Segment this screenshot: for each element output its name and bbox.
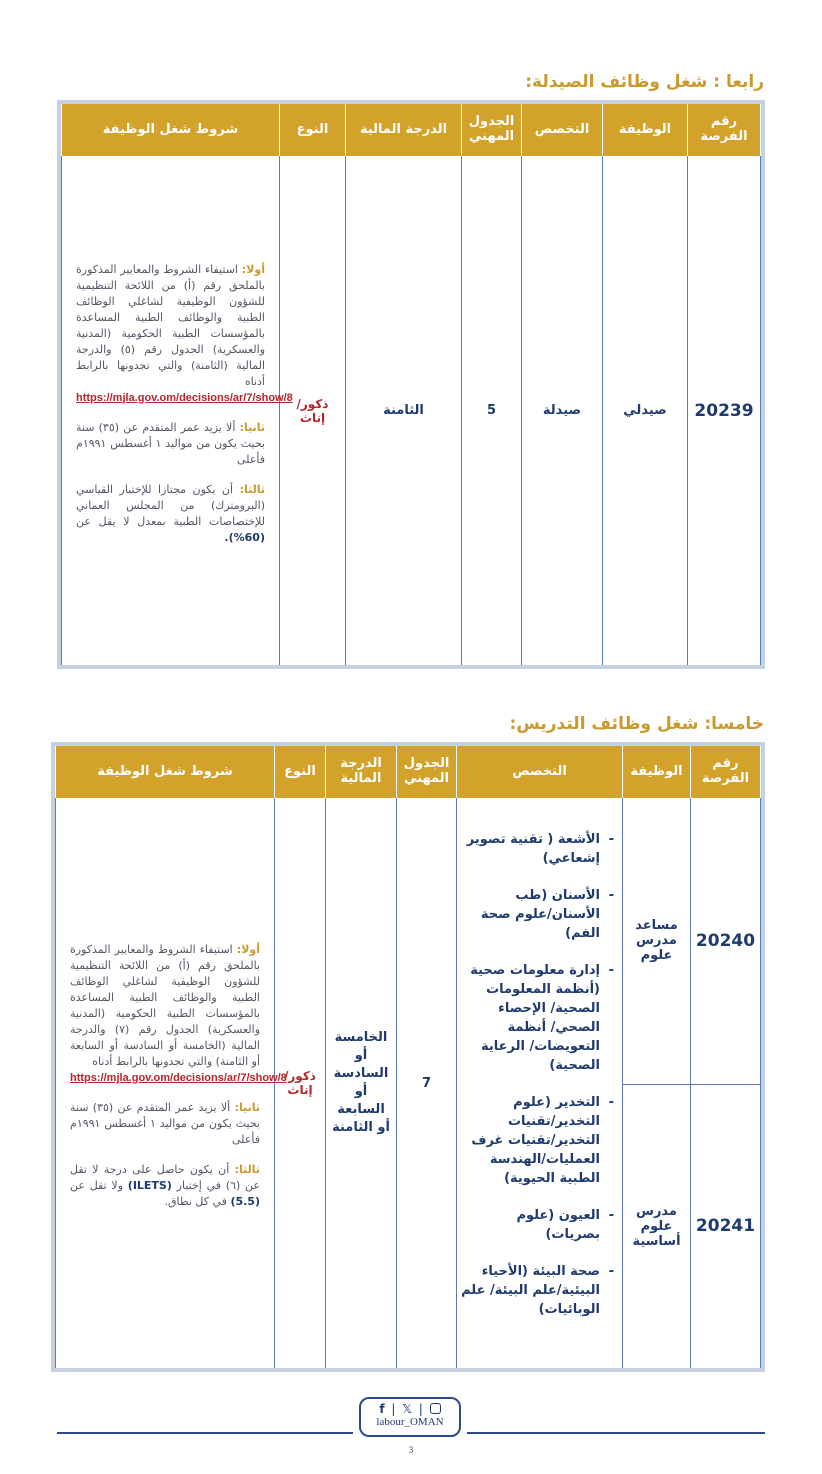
header-financial-grade: الدرجة المالية bbox=[346, 104, 462, 156]
instagram-icon[interactable] bbox=[430, 1403, 441, 1414]
condition-third-test-name: (ILETS) bbox=[127, 1179, 172, 1192]
regulation-link[interactable]: https://mjla.gov.om/decisions/ar/7/show/8 bbox=[70, 1072, 287, 1084]
specializations-list bbox=[461, 830, 618, 1319]
conditions-cell bbox=[62, 156, 293, 665]
condition-third-text: أن يكون مجتازا للإختبار القياسي (البرومترك) من المجلس العماني للإختصاصات الطبية بمعدل لا يقل عن bbox=[76, 482, 265, 528]
condition-third-text-c: في كل نطاق. bbox=[164, 1195, 227, 1208]
specialization: صيدلة bbox=[522, 156, 603, 665]
header-opportunity-no: رقم الفرصة bbox=[691, 746, 761, 798]
header-professional-table: الجدول المهني bbox=[397, 746, 457, 798]
condition-first bbox=[70, 942, 287, 1086]
condition-third-label: ثالثا: bbox=[234, 1163, 260, 1176]
separator: | bbox=[418, 1402, 423, 1416]
footer-divider-right bbox=[467, 1432, 765, 1434]
condition-third-label: ثالثا: bbox=[239, 482, 265, 496]
page-number: 3 bbox=[408, 1445, 414, 1455]
condition-third-percentage: (60%). bbox=[224, 530, 265, 544]
social-handle: labour_OMAN bbox=[376, 1416, 444, 1428]
header-job: الوظيفة bbox=[623, 746, 691, 798]
job-title: مساعد مدرس علوم bbox=[623, 798, 691, 1084]
condition-second-text: ألا يزيد عمر المتقدم عن (٣٥) سنة بحيث يكون من مواليد ١ أغسطس ١٩٩١م فأعلى bbox=[70, 1101, 260, 1146]
opportunity-number: 20241 bbox=[691, 1084, 761, 1368]
header-job: الوظيفة bbox=[603, 104, 688, 156]
header-specialization: التخصص bbox=[522, 104, 603, 156]
condition-first-text: استيفاء الشروط والمعايير المذكورة بالملحق رقم (أ) من اللائحة التنظيمية للشؤون الوظيفية لشاغلي الوظائف الطبية والوظائف الطبية المساعدة بالمؤسسات الطبية الحكومية (المدنية والعسكرية) الجدول رقم (٧) والدرجة المالية (الخامسة أو السادسة أو السابعة أو الثامنة) والتي تجدونها بالرابط أدناه bbox=[70, 943, 261, 1068]
condition-third bbox=[70, 1162, 260, 1210]
condition-third-text-b: ولا تقل عن bbox=[70, 1179, 124, 1192]
condition-third bbox=[76, 482, 265, 546]
header-gender: النوع bbox=[280, 104, 346, 156]
specialization-item: - إدارة معلومات صحية (أنظمة المعلومات الصحية/ الإحصاء الصحي/ أنظمة التعويضات/ الرعاية الصحية) bbox=[461, 961, 614, 1075]
professional-table: 5 bbox=[462, 156, 522, 665]
job-title: صيدلي bbox=[603, 156, 688, 665]
condition-second bbox=[70, 1100, 260, 1148]
section-5-title: خامسا: شغل وظائف التدريس: bbox=[509, 714, 764, 734]
condition-first-label: أولا: bbox=[241, 262, 265, 276]
header-opportunity-no: رقم الفرصة bbox=[688, 104, 761, 156]
table-row bbox=[56, 798, 761, 1084]
header-professional-table: الجدول المهني bbox=[462, 104, 522, 156]
social-media-badge bbox=[359, 1397, 461, 1437]
conditions-text bbox=[66, 262, 293, 546]
header-financial-grade: الدرجة المالية bbox=[326, 746, 397, 798]
header-gender: النوع bbox=[275, 746, 326, 798]
specialization-item: - التخدير (علوم التخدير/تقنيات التخدير/تقنيات غرف العمليات/الهندسة الطبية الحيوية) bbox=[461, 1093, 614, 1188]
separator: | bbox=[391, 1402, 396, 1416]
professional-table: 7 bbox=[397, 798, 457, 1368]
facebook-icon[interactable]: f bbox=[379, 1402, 385, 1416]
condition-second-text: ألا يزيد عمر المتقدم عن (٣٥) سنة بحيث يكون من مواليد ١ أغسطس ١٩٩١م فأعلى bbox=[76, 420, 265, 466]
specializations-cell bbox=[457, 798, 623, 1368]
gender: ذكور/ إناث bbox=[275, 798, 326, 1368]
condition-third-band-score: (5.5) bbox=[230, 1195, 260, 1208]
condition-second bbox=[76, 420, 265, 468]
pharmacy-table-frame bbox=[57, 100, 765, 669]
condition-third-text: أن يكون حاصل على درجة لا تقل عن (٦) في إختبار bbox=[70, 1163, 260, 1192]
financial-grade: الخامسة أو السادسة أو السابعة أو الثامنة bbox=[326, 798, 397, 1368]
gender: ذكور/ إناث bbox=[280, 156, 346, 665]
regulation-link[interactable]: https://mjla.gov.om/decisions/ar/7/show/8 bbox=[76, 391, 293, 404]
condition-second-label: ثانيا: bbox=[234, 1101, 260, 1114]
section-4-title: رابعا : شغل وظائف الصيدلة: bbox=[525, 72, 764, 92]
pharmacy-table bbox=[61, 104, 761, 665]
header-conditions: شروط شغل الوظيفة bbox=[56, 746, 275, 798]
specialization-item: - العيون (علوم بصريات) bbox=[461, 1206, 614, 1244]
footer-divider-left bbox=[57, 1432, 353, 1434]
job-title: مدرس علوم أساسية bbox=[623, 1084, 691, 1368]
x-icon[interactable]: 𝕏 bbox=[402, 1402, 412, 1416]
teaching-table bbox=[55, 746, 761, 1368]
specialization-item: - صحة البيئة (الأحياء البيئية/علم البيئة/ علم الوبائيات) bbox=[461, 1262, 614, 1319]
header-specialization: التخصص bbox=[457, 746, 623, 798]
teaching-table-frame bbox=[51, 742, 765, 1372]
table-row bbox=[62, 156, 761, 665]
condition-first bbox=[76, 262, 293, 406]
header-conditions: شروط شغل الوظيفة bbox=[62, 104, 280, 156]
conditions-cell bbox=[56, 798, 287, 1368]
conditions-text bbox=[60, 942, 287, 1210]
opportunity-number: 20240 bbox=[691, 798, 761, 1084]
condition-first-text: استيفاء الشروط والمعايير المذكورة بالملحق رقم (أ) من اللائحة التنظيمية للشؤون الوظيفية لشاغلي الوظائف الطبية والوظائف الطبية المساعدة بالمؤسسات الطبية الحكومية (المدنية والعسكرية) الجدول رقم (٥) والدرجة المالية (الثامنة) والتي تجدونها بالرابط أدناه bbox=[76, 262, 266, 388]
specialization-item: - الأشعة ( تقنية تصوير إشعاعي) bbox=[461, 830, 614, 868]
opportunity-number: 20239 bbox=[688, 156, 761, 665]
condition-second-label: ثانيا: bbox=[239, 420, 265, 434]
social-icons bbox=[361, 1402, 459, 1416]
specialization-item: - الأسنان (طب الأسنان/علوم صحة الفم) bbox=[461, 886, 614, 943]
condition-first-label: أولا: bbox=[236, 943, 260, 956]
financial-grade: الثامنة bbox=[346, 156, 462, 665]
